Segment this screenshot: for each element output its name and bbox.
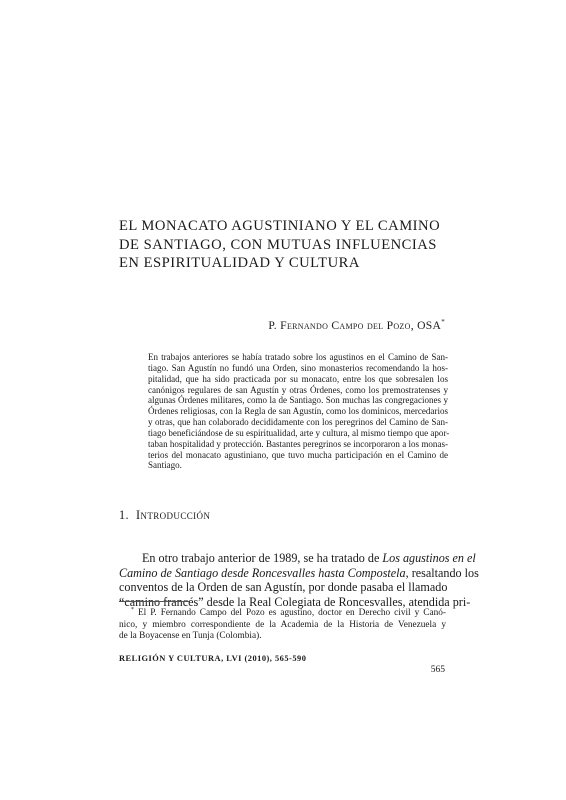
title-line: EL MONACATO AGUSTINIANO Y EL CAMINO [119,218,441,234]
footnote-line [119,605,446,620]
body-text: En otro trabajo anterior de 1989, se ha tratado de [142,551,383,565]
body-text: , resaltando los [405,565,479,580]
abstract-line: tiago. San Agustín no fundó una Orden, sino monasterios recomendando la hos- [148,362,448,373]
abstract-line: Órdenes religiosas, con la Regla de san Agustín, como los dominicos, mercedarios [148,406,448,417]
body-line: “camino francés” desde la Real Colegiata de Roncesvalles, atendida pri- [119,594,471,609]
cited-work-title: Los agustinos en el [382,551,476,565]
abstract-line: pitalidad, que ha sido practicada por su monacato, entre los que sobresalen los [148,373,448,384]
body-line [119,565,479,581]
title-line: DE SANTIAGO, CON MUTUAS INFLUENCIAS [119,236,437,253]
footnote [119,605,446,643]
abstract-line: y otras, que han colaborado decididamente con los peregrinos del Camino de San- [148,417,448,428]
footnote-marker[interactable]: * [441,318,445,326]
author-first-name: ernando [286,319,329,332]
journal-citation: RELIGIÓN Y CULTURA, LVI (2010), 565-590 [119,654,307,663]
abstract-line: algunas Órdenes militares, como la de Santiago. Son muchas las congregaciones y [148,395,448,406]
abstract-line: taban hospitalidad y protección. Bastantes peregrinos se incorporaron a los monas- [148,438,448,449]
abstract-line: Santiago. [148,460,182,471]
footnote-text: El P. Fernando Campo del Pozo es agustino, doctor en Derecho civil y Canó- [134,608,446,618]
cited-work-title: Camino de Santiago desde Roncesvalles hasta Compostela [119,565,406,580]
author-surname: ampo [339,319,364,332]
footnote-line: de la Boyacense en Tunja (Colombia). [119,631,262,641]
footnote-mark: * [131,607,134,613]
footnote-divider [119,601,189,602]
page-number: 565 [430,665,445,675]
author-surname2: ozo [393,319,411,332]
abstract-line: terios del monacato agustiniano, que tuvo mucha participación en el Camino de [148,449,448,460]
section-title-initial: I [135,508,141,522]
section-heading [119,508,210,523]
author-surname-initial: C [331,319,340,332]
footnote-line: nico, y miembro correspondiente de la Academia de la Historia de Venezuela y [119,619,446,630]
article-title [119,217,459,273]
author-byline [268,318,445,332]
title-line: EN ESPIRITUALIDAD Y CULTURA [119,255,360,271]
abstract-line: tiago beneficiándose de su espiritualidad, arte y cultura, al mismo tiempo que apor- [148,427,450,438]
section-number: 1. [119,508,129,522]
author-order: , OSA [410,319,442,332]
author-surname2-initial: P [386,319,394,332]
body-line: conventos de la Orden de san Agustín, por donde pasaba el llamado [119,580,448,594]
abstract [148,352,448,471]
section-title: ntroducción [140,508,211,522]
abstract-line: canónigos regulares de san Agustín y otras Órdenes, como los premostratenses y [148,384,448,395]
body-line [119,551,476,566]
author-prefix: P. F [268,319,287,332]
abstract-line: En trabajos anteriores se había tratado sobre los agustinos en el Camino de San- [148,352,448,362]
author-particle: del [366,319,384,332]
